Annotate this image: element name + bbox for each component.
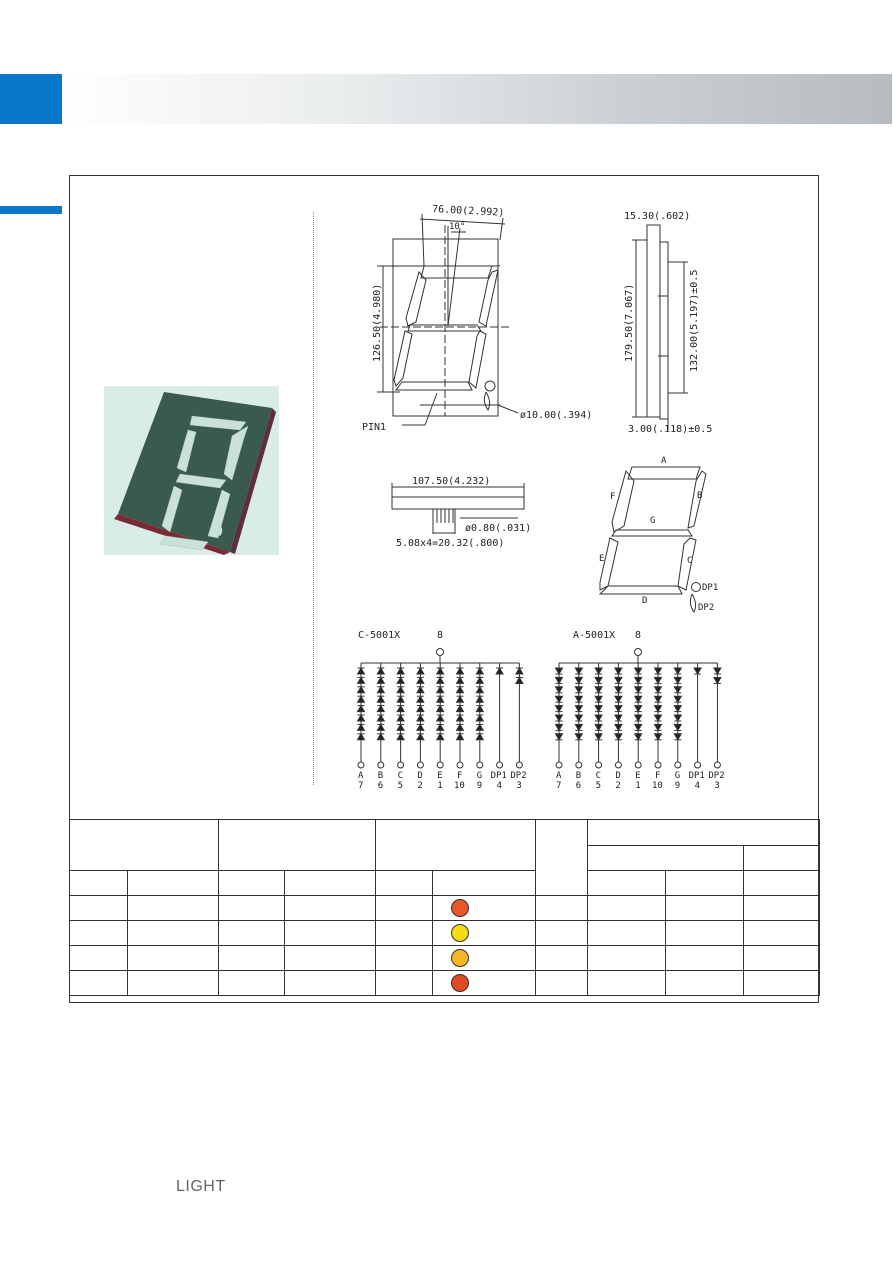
table-head-cell bbox=[588, 846, 744, 871]
diode-symbol bbox=[615, 677, 622, 683]
table-head-cell bbox=[588, 871, 666, 896]
segment-a: A bbox=[661, 456, 667, 466]
front-width-dim: 76.00(2.992) bbox=[431, 204, 505, 219]
table-head-cell bbox=[219, 871, 285, 896]
diode-symbol bbox=[615, 706, 622, 712]
diode-symbol bbox=[556, 734, 563, 740]
pin-node bbox=[516, 762, 522, 768]
diode-symbol bbox=[714, 678, 721, 684]
pin-number-label: 6 bbox=[377, 781, 384, 791]
diode-symbol bbox=[635, 677, 642, 683]
front-angle: 10° bbox=[449, 222, 466, 232]
segment-e: E bbox=[599, 554, 605, 564]
diode-symbol bbox=[358, 696, 365, 702]
table-cell bbox=[285, 921, 376, 946]
diode-symbol bbox=[575, 706, 582, 712]
diode-symbol bbox=[635, 724, 642, 730]
pin-number-label: 7 bbox=[556, 781, 562, 791]
segment-b: B bbox=[697, 491, 703, 501]
diode-symbol bbox=[437, 715, 444, 721]
diode-symbol bbox=[674, 687, 681, 693]
circuit-A-5001X bbox=[556, 649, 721, 769]
segment-dp2: DP2 bbox=[698, 603, 715, 613]
pin-segment-label: A bbox=[358, 771, 364, 781]
table-head-cell bbox=[219, 820, 376, 871]
table-cell bbox=[666, 946, 744, 971]
table-head-cell bbox=[128, 871, 219, 896]
diode-symbol bbox=[556, 687, 563, 693]
diode-symbol bbox=[417, 706, 424, 712]
diode-symbol bbox=[476, 668, 483, 674]
diode-symbol bbox=[417, 696, 424, 702]
diode-symbol bbox=[655, 734, 662, 740]
diode-symbol bbox=[377, 715, 384, 721]
pin1-label: PIN1 bbox=[362, 422, 387, 433]
table-cell bbox=[376, 946, 433, 971]
diode-symbol bbox=[516, 668, 523, 674]
diode-symbol bbox=[575, 715, 582, 721]
diode-symbol bbox=[595, 724, 602, 730]
diode-symbol bbox=[615, 715, 622, 721]
pin-node bbox=[655, 762, 661, 768]
pin-node bbox=[477, 762, 483, 768]
table-cell bbox=[128, 896, 219, 921]
circuit-title-anode: A-5001X bbox=[573, 630, 616, 641]
pin-number-label: 9 bbox=[674, 781, 681, 791]
pin-number-label: 3 bbox=[714, 781, 720, 791]
diode-symbol bbox=[635, 706, 642, 712]
diode-symbol bbox=[417, 668, 424, 674]
pin-segment-label: F bbox=[457, 771, 463, 781]
table-cell bbox=[588, 946, 666, 971]
spec-table bbox=[69, 819, 820, 996]
color-indicator-dot bbox=[451, 949, 469, 967]
diode-symbol bbox=[674, 724, 681, 730]
diode-symbol bbox=[516, 678, 523, 684]
diode-symbol bbox=[575, 687, 582, 693]
side-height-dim: 179.50(7.067) bbox=[624, 283, 635, 362]
diode-symbol bbox=[674, 734, 681, 740]
diode-symbol bbox=[556, 668, 563, 674]
table-cell bbox=[536, 921, 588, 946]
diode-symbol bbox=[655, 677, 662, 683]
diode-symbol bbox=[655, 696, 662, 702]
diode-symbol bbox=[397, 715, 404, 721]
table-cell bbox=[70, 921, 128, 946]
pin-number-label: 2 bbox=[417, 781, 423, 791]
diode-symbol bbox=[358, 677, 365, 683]
diode-symbol bbox=[397, 734, 404, 740]
pin-diameter: ø0.80(.031) bbox=[465, 523, 532, 534]
pin-segment-label: DP2 bbox=[708, 771, 725, 781]
pin-length-dim: 3.00(.118)±0.5 bbox=[628, 424, 713, 435]
pin-node bbox=[417, 762, 423, 768]
table-cell bbox=[588, 921, 666, 946]
pin-segment-label: F bbox=[655, 771, 661, 781]
table-cell bbox=[666, 971, 744, 996]
pin-node bbox=[695, 762, 701, 768]
diode-symbol bbox=[635, 687, 642, 693]
pin-segment-label: G bbox=[674, 771, 681, 781]
table-cell bbox=[666, 896, 744, 921]
front-view bbox=[377, 214, 518, 425]
diode-symbol bbox=[595, 696, 602, 702]
diode-symbol bbox=[655, 706, 662, 712]
table-row bbox=[70, 946, 820, 971]
table-head-cell bbox=[666, 871, 744, 896]
table-head-cell bbox=[588, 820, 820, 846]
diode-symbol bbox=[655, 687, 662, 693]
common-pin-node bbox=[437, 649, 444, 656]
side-thickness-dim: 15.30(.602) bbox=[624, 211, 691, 222]
table-cell bbox=[744, 946, 820, 971]
pin-node bbox=[596, 762, 602, 768]
diode-symbol bbox=[615, 734, 622, 740]
table-cell bbox=[744, 971, 820, 996]
diode-symbol bbox=[457, 724, 464, 730]
diode-symbol bbox=[437, 724, 444, 730]
pin-number-label: 7 bbox=[358, 781, 364, 791]
segment-f: F bbox=[610, 492, 616, 502]
diode-symbol bbox=[457, 668, 464, 674]
diode-symbol bbox=[556, 706, 563, 712]
table-cell bbox=[219, 946, 285, 971]
table-cell bbox=[588, 971, 666, 996]
diode-symbol bbox=[377, 696, 384, 702]
segment-d: D bbox=[642, 596, 648, 606]
diode-symbol bbox=[615, 724, 622, 730]
diode-symbol bbox=[694, 668, 701, 674]
diode-symbol bbox=[417, 715, 424, 721]
diode-symbol bbox=[556, 724, 563, 730]
table-cell bbox=[433, 921, 536, 946]
diode-symbol bbox=[556, 677, 563, 683]
pin-number-label: 1 bbox=[437, 781, 443, 791]
diode-symbol bbox=[457, 715, 464, 721]
pin-number-label: 6 bbox=[575, 781, 582, 791]
table-head-cell bbox=[70, 820, 219, 871]
table-cell bbox=[285, 971, 376, 996]
diode-symbol bbox=[437, 696, 444, 702]
pin-node bbox=[556, 762, 562, 768]
diode-symbol bbox=[575, 734, 582, 740]
table-cell bbox=[744, 921, 820, 946]
table-cell bbox=[128, 971, 219, 996]
diode-symbol bbox=[635, 696, 642, 702]
diode-symbol bbox=[556, 715, 563, 721]
diode-symbol bbox=[575, 677, 582, 683]
pin-segment-label: C bbox=[397, 771, 404, 781]
diode-symbol bbox=[595, 734, 602, 740]
diode-symbol bbox=[476, 715, 483, 721]
pin-segment-label: B bbox=[377, 771, 384, 781]
pin-segment-label: E bbox=[437, 771, 443, 781]
pin-node bbox=[675, 762, 681, 768]
diode-symbol bbox=[556, 696, 563, 702]
diode-symbol bbox=[674, 706, 681, 712]
pin-number-label: 5 bbox=[595, 781, 602, 791]
diode-symbol bbox=[358, 668, 365, 674]
diode-symbol bbox=[417, 677, 424, 683]
table-cell bbox=[376, 896, 433, 921]
table-head-cell bbox=[376, 820, 536, 871]
diode-symbol bbox=[397, 677, 404, 683]
circuit-common-cathode: 8 bbox=[437, 630, 444, 641]
table-cell bbox=[744, 896, 820, 921]
diode-symbol bbox=[476, 724, 483, 730]
table-cell bbox=[376, 971, 433, 996]
table-head-cell bbox=[285, 871, 376, 896]
diode-symbol bbox=[377, 687, 384, 693]
diode-symbol bbox=[575, 668, 582, 674]
table-cell bbox=[376, 921, 433, 946]
footer-brand: LIGHT bbox=[176, 1178, 226, 1195]
diode-symbol bbox=[655, 724, 662, 730]
segment-g: G bbox=[650, 516, 656, 526]
diode-symbol bbox=[397, 696, 404, 702]
diode-symbol bbox=[615, 696, 622, 702]
table-cell bbox=[128, 921, 219, 946]
color-indicator-dot bbox=[451, 899, 469, 917]
pin-node bbox=[358, 762, 364, 768]
common-pin-node bbox=[635, 649, 642, 656]
table-head-cell bbox=[70, 871, 128, 896]
diode-symbol bbox=[417, 734, 424, 740]
table-cell bbox=[433, 946, 536, 971]
table-cell bbox=[536, 971, 588, 996]
diode-symbol bbox=[358, 724, 365, 730]
table-cell bbox=[219, 971, 285, 996]
table-cell bbox=[70, 971, 128, 996]
pin-segment-label: G bbox=[476, 771, 483, 781]
pin-node bbox=[576, 762, 582, 768]
table-head-cell bbox=[536, 820, 588, 896]
diode-symbol bbox=[437, 734, 444, 740]
diode-symbol bbox=[674, 696, 681, 702]
pin-node bbox=[635, 762, 641, 768]
pin-segment-label: DP1 bbox=[688, 771, 705, 781]
pin-segment-label: B bbox=[575, 771, 582, 781]
pin-number-label: 2 bbox=[615, 781, 621, 791]
diode-symbol bbox=[358, 734, 365, 740]
diode-symbol bbox=[397, 687, 404, 693]
diode-symbol bbox=[496, 668, 503, 674]
segment-diagram bbox=[600, 467, 706, 612]
table-cell bbox=[70, 896, 128, 921]
table-cell bbox=[433, 896, 536, 921]
diode-symbol bbox=[595, 715, 602, 721]
table-row bbox=[70, 921, 820, 946]
bottom-length-dim: 107.50(4.232) bbox=[412, 476, 491, 487]
table-cell bbox=[588, 896, 666, 921]
pin-node bbox=[497, 762, 503, 768]
pin-segment-label: D bbox=[615, 771, 621, 781]
pin-node bbox=[437, 762, 443, 768]
pin-segment-label: DP1 bbox=[490, 771, 507, 781]
pin-pitch: 5.08x4=20.32(.800) bbox=[396, 538, 505, 549]
pin-number-label: 10 bbox=[652, 781, 663, 791]
pin-segment-label: A bbox=[556, 771, 562, 781]
pin-number-label: 10 bbox=[454, 781, 465, 791]
diode-symbol bbox=[457, 706, 464, 712]
pin-number-label: 3 bbox=[516, 781, 522, 791]
table-cell bbox=[433, 971, 536, 996]
color-indicator-dot bbox=[451, 974, 469, 992]
diode-symbol bbox=[674, 677, 681, 683]
diode-symbol bbox=[595, 668, 602, 674]
table-row bbox=[70, 971, 820, 996]
table-head-cell bbox=[744, 846, 820, 871]
diode-symbol bbox=[655, 715, 662, 721]
diode-symbol bbox=[358, 706, 365, 712]
diode-symbol bbox=[595, 706, 602, 712]
diode-symbol bbox=[437, 668, 444, 674]
diode-symbol bbox=[417, 687, 424, 693]
front-height-dim: 126.50(4.980) bbox=[372, 283, 383, 362]
pin-node bbox=[378, 762, 384, 768]
pin-number-label: 1 bbox=[635, 781, 641, 791]
table-head-cell bbox=[376, 871, 433, 896]
diode-symbol bbox=[595, 687, 602, 693]
diode-symbol bbox=[714, 668, 721, 674]
table-cell bbox=[128, 946, 219, 971]
diode-symbol bbox=[377, 677, 384, 683]
table-cell bbox=[666, 921, 744, 946]
circuit-title-cathode: C-5001X bbox=[358, 630, 401, 641]
table-cell bbox=[285, 946, 376, 971]
diode-symbol bbox=[377, 668, 384, 674]
table-cell bbox=[536, 896, 588, 921]
pin-number-label: 4 bbox=[694, 781, 701, 791]
diode-symbol bbox=[397, 706, 404, 712]
table-head-cell bbox=[744, 871, 820, 896]
diode-symbol bbox=[417, 724, 424, 730]
diode-symbol bbox=[437, 687, 444, 693]
table-cell bbox=[219, 921, 285, 946]
diode-symbol bbox=[674, 715, 681, 721]
pin-number-label: 9 bbox=[476, 781, 483, 791]
segment-dp1: DP1 bbox=[702, 583, 719, 593]
table-cell bbox=[70, 946, 128, 971]
pin-number-label: 4 bbox=[496, 781, 503, 791]
dp-diameter: ø10.00(.394) bbox=[520, 410, 593, 421]
diode-symbol bbox=[457, 687, 464, 693]
side-view bbox=[632, 225, 688, 430]
diode-symbol bbox=[635, 734, 642, 740]
pin-segment-label: DP2 bbox=[510, 771, 527, 781]
pin-segment-label: D bbox=[417, 771, 423, 781]
diode-symbol bbox=[397, 724, 404, 730]
diode-symbol bbox=[457, 696, 464, 702]
diode-symbol bbox=[457, 677, 464, 683]
circuit-C-5001X bbox=[358, 649, 523, 769]
segment-c: C bbox=[687, 556, 693, 566]
diode-symbol bbox=[635, 715, 642, 721]
circuit-diagrams bbox=[358, 649, 721, 769]
pin-node bbox=[457, 762, 463, 768]
diode-symbol bbox=[377, 724, 384, 730]
diode-symbol bbox=[476, 687, 483, 693]
pin-segment-label: E bbox=[635, 771, 641, 781]
diode-symbol bbox=[655, 668, 662, 674]
diode-symbol bbox=[358, 715, 365, 721]
color-indicator-dot bbox=[451, 924, 469, 942]
diode-symbol bbox=[437, 677, 444, 683]
circuit-common-anode: 8 bbox=[635, 630, 642, 641]
table-row bbox=[70, 896, 820, 921]
diode-symbol bbox=[615, 687, 622, 693]
table-cell bbox=[285, 896, 376, 921]
diode-symbol bbox=[595, 677, 602, 683]
diode-symbol bbox=[358, 687, 365, 693]
pin-number-label: 5 bbox=[397, 781, 404, 791]
diode-symbol bbox=[457, 734, 464, 740]
pin-node bbox=[398, 762, 404, 768]
side-inner-dim: 132.00(5.197)±0.5 bbox=[689, 269, 700, 372]
diode-symbol bbox=[476, 706, 483, 712]
pin-segment-label: C bbox=[595, 771, 602, 781]
table-head-cell bbox=[433, 871, 536, 896]
diode-symbol bbox=[476, 677, 483, 683]
diode-symbol bbox=[575, 724, 582, 730]
diode-symbol bbox=[615, 668, 622, 674]
diode-symbol bbox=[397, 668, 404, 674]
diode-symbol bbox=[476, 696, 483, 702]
diode-symbol bbox=[476, 734, 483, 740]
table-cell bbox=[536, 946, 588, 971]
diode-symbol bbox=[674, 668, 681, 674]
pin-node bbox=[714, 762, 720, 768]
diode-symbol bbox=[377, 706, 384, 712]
table-cell bbox=[219, 896, 285, 921]
pin-node bbox=[615, 762, 621, 768]
diode-symbol bbox=[437, 706, 444, 712]
diode-symbol bbox=[635, 668, 642, 674]
diode-symbol bbox=[575, 696, 582, 702]
diode-symbol bbox=[377, 734, 384, 740]
